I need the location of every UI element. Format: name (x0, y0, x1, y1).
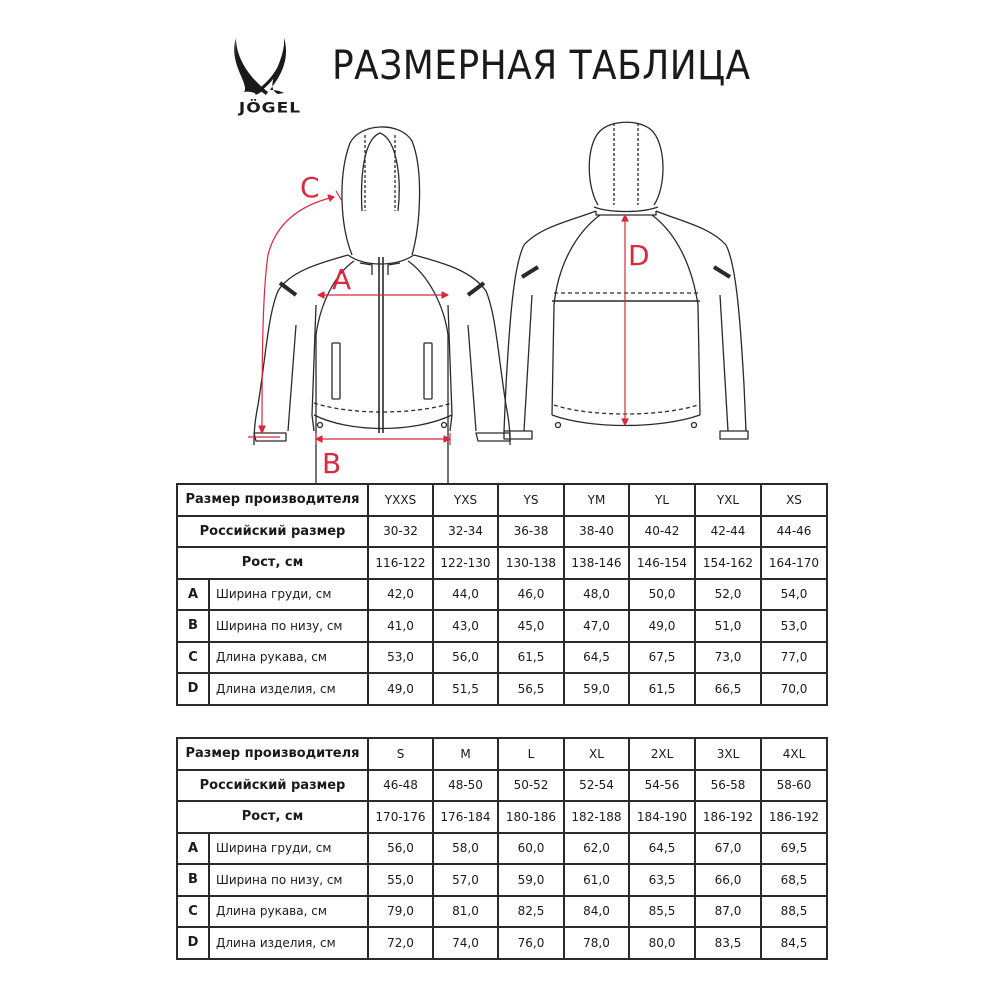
cell: 154-162 (695, 547, 761, 579)
table-row-height (177, 801, 827, 833)
cell: 130-138 (498, 547, 564, 579)
cell: YL (629, 484, 695, 516)
cell: 69,5 (761, 833, 827, 865)
row-label: Ширина по низу, см (209, 864, 368, 896)
jogel-emblem-icon (222, 34, 312, 98)
cell: YXS (433, 484, 498, 516)
cell: 56,0 (368, 833, 433, 865)
cell: 85,5 (629, 896, 695, 928)
cell: 79,0 (368, 896, 433, 928)
cell: 57,0 (433, 864, 498, 896)
cell: 76,0 (498, 927, 564, 959)
cell: 59,0 (498, 864, 564, 896)
measure-letter: C (177, 642, 209, 674)
cell: 42-44 (695, 516, 761, 548)
row-label: Длина изделия, см (209, 673, 368, 705)
cell: 67,0 (695, 833, 761, 865)
table-row-russian-size (177, 516, 827, 548)
row-label: Рост, см (177, 801, 368, 833)
cell: 49,0 (629, 610, 695, 642)
row-label: Рост, см (177, 547, 368, 579)
cell: 80,0 (629, 927, 695, 959)
cell: 61,5 (629, 673, 695, 705)
measure-label-d: D (628, 239, 650, 272)
measure-label-b: B (322, 447, 342, 480)
measure-letter: C (177, 896, 209, 928)
measure-letter: A (177, 579, 209, 611)
measure-letter: B (177, 864, 209, 896)
cell: 184-190 (629, 801, 695, 833)
cell: 48,0 (564, 579, 629, 611)
cell: 116-122 (368, 547, 433, 579)
size-table-adult (176, 737, 828, 960)
cell: 138-146 (564, 547, 629, 579)
jacket-back-drawing (504, 122, 748, 439)
cell: 122-130 (433, 547, 498, 579)
cell: 73,0 (695, 642, 761, 674)
cell: 50-52 (498, 770, 564, 802)
cell: 70,0 (761, 673, 827, 705)
table-row-chest-width (177, 833, 827, 865)
cell: 87,0 (695, 896, 761, 928)
table-row-sleeve-length (177, 896, 827, 928)
row-label: Ширина по низу, см (209, 610, 368, 642)
table-row-garment-length (177, 927, 827, 959)
cell: 62,0 (564, 833, 629, 865)
cell: 38-40 (564, 516, 629, 548)
cell: 53,0 (761, 610, 827, 642)
cell: 43,0 (433, 610, 498, 642)
cell: 146-154 (629, 547, 695, 579)
cell: 186-192 (695, 801, 761, 833)
cell: 64,5 (629, 833, 695, 865)
cell: 42,0 (368, 579, 433, 611)
cell: 50,0 (629, 579, 695, 611)
page-title: РАЗМЕРНАЯ ТАБЛИЦА (332, 43, 751, 89)
cell: 44-46 (761, 516, 827, 548)
cell: 182-188 (564, 801, 629, 833)
cell: 170-176 (368, 801, 433, 833)
cell: M (433, 738, 498, 770)
jacket-front-drawing (254, 127, 510, 485)
cell: 58,0 (433, 833, 498, 865)
cell: 164-170 (761, 547, 827, 579)
cell: 56,5 (498, 673, 564, 705)
cell: YXXS (368, 484, 433, 516)
cell: 30-32 (368, 516, 433, 548)
cell: 77,0 (761, 642, 827, 674)
row-label: Длина изделия, см (209, 927, 368, 959)
cell: 67,5 (629, 642, 695, 674)
cell: 51,5 (433, 673, 498, 705)
jacket-diagram (240, 115, 760, 485)
row-label: Ширина груди, см (209, 579, 368, 611)
cell: 51,0 (695, 610, 761, 642)
cell: 63,5 (629, 864, 695, 896)
cell: 47,0 (564, 610, 629, 642)
cell: 78,0 (564, 927, 629, 959)
row-label: Длина рукава, см (209, 642, 368, 674)
cell: 45,0 (498, 610, 564, 642)
table-row-height (177, 547, 827, 579)
cell: 72,0 (368, 927, 433, 959)
cell: 61,0 (564, 864, 629, 896)
cell: 3XL (695, 738, 761, 770)
measure-letter: B (177, 610, 209, 642)
cell: 54-56 (629, 770, 695, 802)
measure-letter: D (177, 927, 209, 959)
cell: 52,0 (695, 579, 761, 611)
cell: S (368, 738, 433, 770)
cell: 83,5 (695, 927, 761, 959)
cell: 68,5 (761, 864, 827, 896)
brand-logo (222, 34, 312, 124)
measure-label-c: C (300, 171, 320, 204)
cell: 84,5 (761, 927, 827, 959)
cell: 58-60 (761, 770, 827, 802)
cell: 41,0 (368, 610, 433, 642)
cell: 53,0 (368, 642, 433, 674)
cell: 186-192 (761, 801, 827, 833)
table-row-hem-width (177, 610, 827, 642)
cell: 176-184 (433, 801, 498, 833)
cell: 40-42 (629, 516, 695, 548)
cell: 180-186 (498, 801, 564, 833)
cell: 49,0 (368, 673, 433, 705)
cell: 60,0 (498, 833, 564, 865)
cell: 66,0 (695, 864, 761, 896)
brand-name: JÖGEL (238, 99, 302, 117)
cell: 46,0 (498, 579, 564, 611)
cell: 2XL (629, 738, 695, 770)
cell: 4XL (761, 738, 827, 770)
cell: 74,0 (433, 927, 498, 959)
table-row-hem-width (177, 864, 827, 896)
row-label: Ширина груди, см (209, 833, 368, 865)
cell: 55,0 (368, 864, 433, 896)
cell: 84,0 (564, 896, 629, 928)
row-label: Размер производителя (177, 484, 368, 516)
cell: YS (498, 484, 564, 516)
cell: 36-38 (498, 516, 564, 548)
cell: 44,0 (433, 579, 498, 611)
cell: 56,0 (433, 642, 498, 674)
table-row-sleeve-length (177, 642, 827, 674)
row-label: Размер производителя (177, 738, 368, 770)
cell: 88,5 (761, 896, 827, 928)
cell: 46-48 (368, 770, 433, 802)
cell: 81,0 (433, 896, 498, 928)
cell: 66,5 (695, 673, 761, 705)
row-label: Российский размер (177, 770, 368, 802)
cell: 48-50 (433, 770, 498, 802)
row-label: Длина рукава, см (209, 896, 368, 928)
cell: 52-54 (564, 770, 629, 802)
cell: 59,0 (564, 673, 629, 705)
cell: L (498, 738, 564, 770)
table-row-manufacturer-size (177, 484, 827, 516)
cell: 54,0 (761, 579, 827, 611)
cell: 61,5 (498, 642, 564, 674)
table-row-russian-size (177, 770, 827, 802)
measure-label-a: A (332, 263, 352, 296)
cell: YXL (695, 484, 761, 516)
size-table-youth (176, 483, 828, 706)
table-row-garment-length (177, 673, 827, 705)
measure-letter: A (177, 833, 209, 865)
cell: XL (564, 738, 629, 770)
table-row-manufacturer-size (177, 738, 827, 770)
cell: 56-58 (695, 770, 761, 802)
cell: 32-34 (433, 516, 498, 548)
cell: XS (761, 484, 827, 516)
row-label: Российский размер (177, 516, 368, 548)
table-row-chest-width (177, 579, 827, 611)
cell: 64,5 (564, 642, 629, 674)
cell: 82,5 (498, 896, 564, 928)
cell: YM (564, 484, 629, 516)
measure-letter: D (177, 673, 209, 705)
